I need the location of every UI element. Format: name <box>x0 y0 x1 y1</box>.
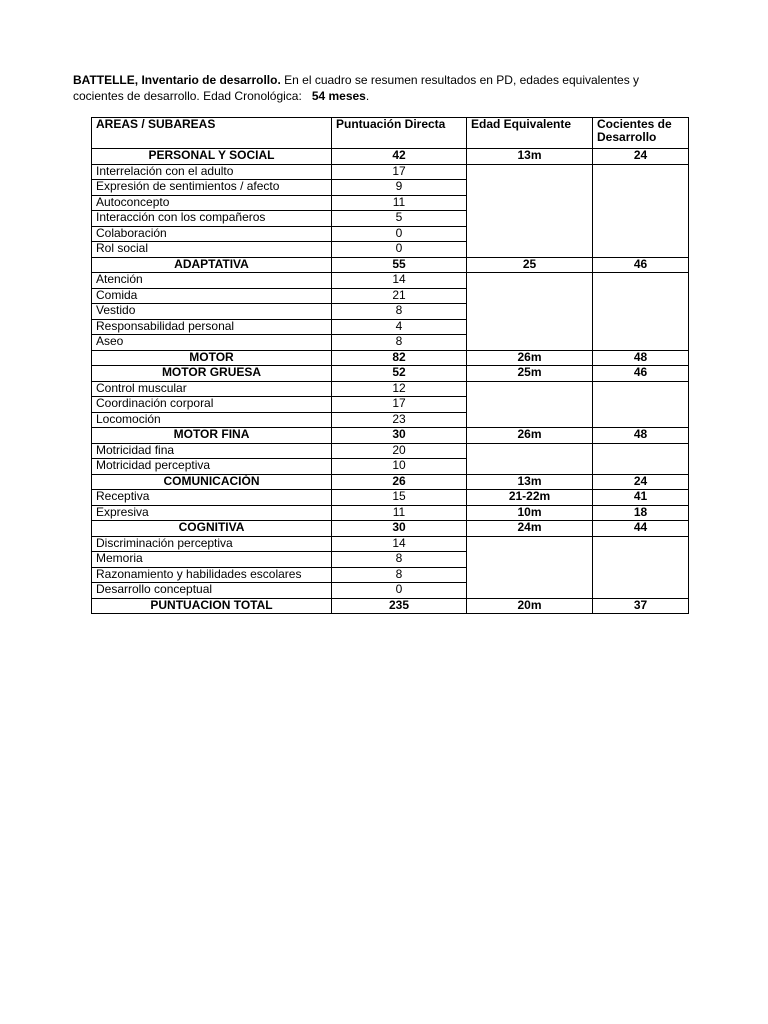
intro-paragraph <box>73 72 693 104</box>
subarea-name: Control muscular <box>92 381 332 397</box>
total-name: PUNTUACION TOTAL <box>92 598 332 614</box>
section-row <box>92 350 689 366</box>
subarea-pd: 8 <box>332 552 467 568</box>
section-name: COMUNICACIÓN <box>92 474 332 490</box>
subarea-row <box>92 490 689 506</box>
subarea-row <box>92 381 689 397</box>
subarea-name: Razonamiento y habilidades escolares <box>92 567 332 583</box>
subarea-cd: 18 <box>593 505 689 521</box>
subarea-pd: 0 <box>332 583 467 599</box>
section-cd: 24 <box>593 474 689 490</box>
section-pd: 52 <box>332 366 467 382</box>
subarea-pd: 8 <box>332 304 467 320</box>
subarea-row <box>92 443 689 459</box>
subarea-pd: 11 <box>332 195 467 211</box>
section-cd: 48 <box>593 428 689 444</box>
section-pd: 26 <box>332 474 467 490</box>
section-edad: 25 <box>467 257 593 273</box>
subarea-pd: 23 <box>332 412 467 428</box>
subarea-name: Colaboración <box>92 226 332 242</box>
subarea-pd: 11 <box>332 505 467 521</box>
section-name: MOTOR <box>92 350 332 366</box>
subarea-name: Vestido <box>92 304 332 320</box>
section-pd: 30 <box>332 428 467 444</box>
section-pd: 30 <box>332 521 467 537</box>
subarea-name: Motricidad fina <box>92 443 332 459</box>
subarea-name: Autoconcepto <box>92 195 332 211</box>
header-cd: Cocientes de Desarrollo <box>593 118 689 149</box>
subarea-pd: 17 <box>332 164 467 180</box>
subarea-name: Atención <box>92 273 332 289</box>
merged-edad-cell <box>467 443 593 474</box>
section-name: ADAPTATIVA <box>92 257 332 273</box>
table-body <box>92 149 689 614</box>
subarea-pd: 10 <box>332 459 467 475</box>
section-row <box>92 521 689 537</box>
intro-title: BATTELLE, Inventario de desarrollo. <box>73 73 281 87</box>
subarea-pd: 0 <box>332 226 467 242</box>
subarea-pd: 14 <box>332 273 467 289</box>
subarea-name: Desarrollo conceptual <box>92 583 332 599</box>
section-edad: 24m <box>467 521 593 537</box>
subarea-name: Motricidad perceptiva <box>92 459 332 475</box>
subarea-row <box>92 505 689 521</box>
section-name: MOTOR GRUESA <box>92 366 332 382</box>
section-cd: 44 <box>593 521 689 537</box>
merged-edad-cell <box>467 273 593 351</box>
subarea-edad: 10m <box>467 505 593 521</box>
section-edad: 25m <box>467 366 593 382</box>
section-cd: 46 <box>593 366 689 382</box>
subarea-name: Locomoción <box>92 412 332 428</box>
section-cd: 24 <box>593 149 689 165</box>
total-edad: 20m <box>467 598 593 614</box>
merged-cd-cell <box>593 164 689 257</box>
section-pd: 82 <box>332 350 467 366</box>
header-area: AREAS / SUBAREAS <box>92 118 332 149</box>
subarea-name: Discriminación perceptiva <box>92 536 332 552</box>
subarea-pd: 8 <box>332 335 467 351</box>
subarea-pd: 17 <box>332 397 467 413</box>
section-pd: 42 <box>332 149 467 165</box>
merged-cd-cell <box>593 273 689 351</box>
section-name: COGNITIVA <box>92 521 332 537</box>
subarea-name: Responsabilidad personal <box>92 319 332 335</box>
intro-text: En el cuadro se resumen resultados en PD, edades equivalentes y cocientes de desarrollo. Edad Cronológica: <box>73 73 640 103</box>
subarea-pd: 12 <box>332 381 467 397</box>
subarea-pd: 14 <box>332 536 467 552</box>
section-cd: 46 <box>593 257 689 273</box>
subarea-row <box>92 164 689 180</box>
subarea-pd: 5 <box>332 211 467 227</box>
section-row <box>92 474 689 490</box>
results-table <box>91 117 689 614</box>
subarea-name: Expresión de sentimientos / afecto <box>92 180 332 196</box>
chronological-age: 54 meses <box>311 89 366 103</box>
subarea-pd: 20 <box>332 443 467 459</box>
section-edad: 26m <box>467 428 593 444</box>
merged-edad-cell <box>467 536 593 598</box>
subarea-name: Memoria <box>92 552 332 568</box>
section-row <box>92 149 689 165</box>
subarea-pd: 15 <box>332 490 467 506</box>
subarea-name: Interrelación con el adulto <box>92 164 332 180</box>
subarea-name: Comida <box>92 288 332 304</box>
subarea-cd: 41 <box>593 490 689 506</box>
subarea-name: Interacción con los compañeros <box>92 211 332 227</box>
section-name: MOTOR FINA <box>92 428 332 444</box>
subarea-pd: 21 <box>332 288 467 304</box>
subarea-name: Receptiva <box>92 490 332 506</box>
subarea-pd: 8 <box>332 567 467 583</box>
subarea-pd: 4 <box>332 319 467 335</box>
section-edad: 13m <box>467 149 593 165</box>
subarea-pd: 9 <box>332 180 467 196</box>
section-row <box>92 257 689 273</box>
merged-cd-cell <box>593 443 689 474</box>
subarea-row <box>92 273 689 289</box>
section-pd: 55 <box>332 257 467 273</box>
section-row <box>92 366 689 382</box>
merged-edad-cell <box>467 164 593 257</box>
section-cd: 48 <box>593 350 689 366</box>
total-cd: 37 <box>593 598 689 614</box>
subarea-name: Coordinación corporal <box>92 397 332 413</box>
subarea-edad: 21-22m <box>467 490 593 506</box>
subarea-name: Expresiva <box>92 505 332 521</box>
total-row <box>92 598 689 614</box>
table-header-row <box>92 118 689 149</box>
merged-cd-cell <box>593 536 689 598</box>
header-edad: Edad Equivalente <box>467 118 593 149</box>
section-edad: 26m <box>467 350 593 366</box>
section-row <box>92 428 689 444</box>
merged-cd-cell <box>593 381 689 428</box>
section-name: PERSONAL Y SOCIAL <box>92 149 332 165</box>
header-pd: Puntuación Directa <box>332 118 467 149</box>
section-edad: 13m <box>467 474 593 490</box>
subarea-pd: 0 <box>332 242 467 258</box>
subarea-name: Rol social <box>92 242 332 258</box>
total-pd: 235 <box>332 598 467 614</box>
subarea-row <box>92 536 689 552</box>
intro-end: . <box>365 89 370 103</box>
merged-edad-cell <box>467 381 593 428</box>
subarea-name: Aseo <box>92 335 332 351</box>
